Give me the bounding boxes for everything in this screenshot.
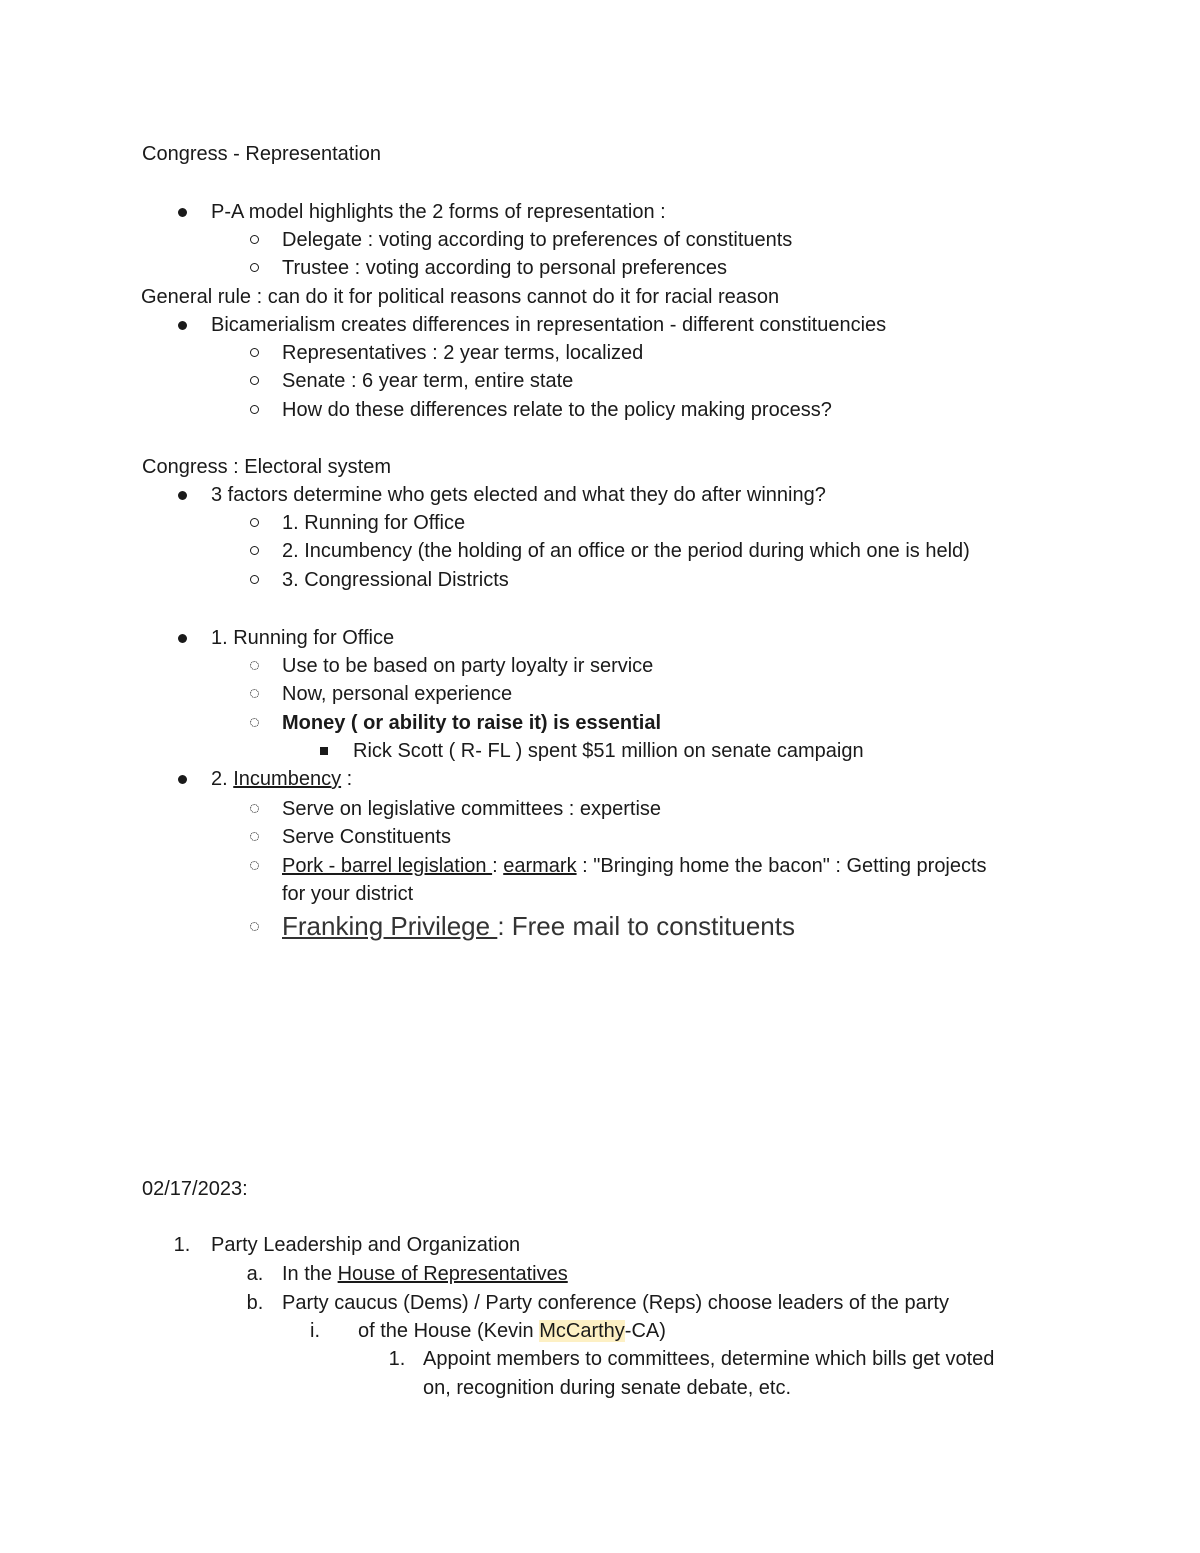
list-item: Representatives : 2 year terms, localized <box>282 342 644 364</box>
list-item: Delegate : voting according to preferences of constituents <box>282 229 793 251</box>
pork-barrel-link[interactable]: Pork - barrel legislation <box>282 855 493 877</box>
list-item: 1. Running for Office <box>282 512 466 534</box>
bullet-square <box>320 747 328 755</box>
franking-privilege-link[interactable]: Franking Privilege <box>282 911 498 941</box>
earmark-link[interactable]: earmark <box>503 855 577 877</box>
date-heading: 02/17/2023: <box>142 1178 248 1200</box>
highlighted-name: McCarthy <box>539 1320 625 1342</box>
numbered-item: Party caucus (Dems) / Party conference (Reps) choose leaders of the party <box>282 1292 949 1314</box>
numbered-item <box>282 1260 568 1288</box>
bullet-dotted-circle <box>250 922 259 931</box>
general-rule-text: General rule : can do it for political reasons cannot do it for racial reason <box>141 286 780 308</box>
list-item: 1. Running for Office <box>211 627 395 649</box>
letter-marker: b. <box>246 1292 264 1314</box>
bullet-circle <box>250 575 259 584</box>
list-item-continuation: for your district <box>282 883 414 905</box>
bullet-circle <box>250 235 259 244</box>
list-item: Senate : 6 year term, entire state <box>282 370 574 392</box>
list-item: 3 factors determine who gets elected and what they do after winning? <box>211 484 826 506</box>
bullet-dotted-circle <box>250 689 259 698</box>
item-suffix: -CA) <box>624 1320 666 1342</box>
bullet-dotted-circle <box>250 718 259 727</box>
bullet-dotted-circle <box>250 804 259 813</box>
bullet-dotted-circle <box>250 861 259 870</box>
list-item: P-A model highlights the 2 forms of representation : <box>211 201 666 223</box>
list-item: How do these differences relate to the policy making process? <box>282 399 832 421</box>
list-text: : "Bringing home the bacon" : Getting projects <box>576 855 987 877</box>
list-prefix: 2. <box>211 768 234 790</box>
bullet-circle <box>250 405 259 414</box>
bullet-dotted-circle <box>250 661 259 670</box>
bullet-circle <box>250 518 259 527</box>
incumbency-link[interactable]: Incumbency <box>233 768 342 790</box>
list-item-large <box>282 909 795 943</box>
list-item: 3. Congressional Districts <box>282 569 509 591</box>
bullet-disc <box>178 634 187 643</box>
list-suffix: : <box>341 768 353 790</box>
numbered-item: Appoint members to committees, determine which bills get voted <box>423 1348 995 1370</box>
separator: : <box>492 855 504 877</box>
list-item: Serve on legislative committees : expertise <box>282 798 662 820</box>
numbered-item <box>358 1317 666 1345</box>
number-marker: 1. <box>173 1234 191 1256</box>
heading-electoral-system: Congress : Electoral system <box>142 456 391 478</box>
bullet-dotted-circle <box>250 832 259 841</box>
bullet-disc <box>178 491 187 500</box>
list-item: Trustee : voting according to personal preferences <box>282 257 728 279</box>
list-item <box>211 765 352 793</box>
list-item: Use to be based on party loyalty ir service <box>282 655 654 677</box>
bullet-circle <box>250 263 259 272</box>
bullet-disc <box>178 321 187 330</box>
numbered-item: Party Leadership and Organization <box>211 1234 521 1256</box>
bullet-circle <box>250 376 259 385</box>
house-of-representatives-link[interactable]: House of Representatives <box>337 1263 568 1285</box>
list-item-bold: Money ( or ability to raise it) is essential <box>282 712 661 734</box>
item-prefix: of the House (Kevin <box>358 1320 540 1342</box>
list-item: Now, personal experience <box>282 683 513 705</box>
bullet-disc <box>178 775 187 784</box>
list-text: : Free mail to constituents <box>497 911 795 941</box>
heading-representation: Congress - Representation <box>142 143 382 165</box>
bullet-disc <box>178 208 187 217</box>
bullet-circle <box>250 546 259 555</box>
letter-marker: a. <box>246 1263 264 1285</box>
number-marker: 1. <box>388 1348 406 1370</box>
roman-marker: i. <box>310 1320 320 1342</box>
list-item: Rick Scott ( R- FL ) spent $51 million on senate campaign <box>353 740 864 762</box>
bullet-circle <box>250 348 259 357</box>
numbered-item-continuation: on, recognition during senate debate, etc. <box>423 1377 792 1399</box>
item-prefix: In the <box>282 1263 338 1285</box>
list-item <box>282 852 987 880</box>
list-item: Bicamerialism creates differences in representation - different constituencies <box>211 314 887 336</box>
list-item: Serve Constituents <box>282 826 451 848</box>
list-item: 2. Incumbency (the holding of an office or the period during which one is held) <box>282 540 970 562</box>
